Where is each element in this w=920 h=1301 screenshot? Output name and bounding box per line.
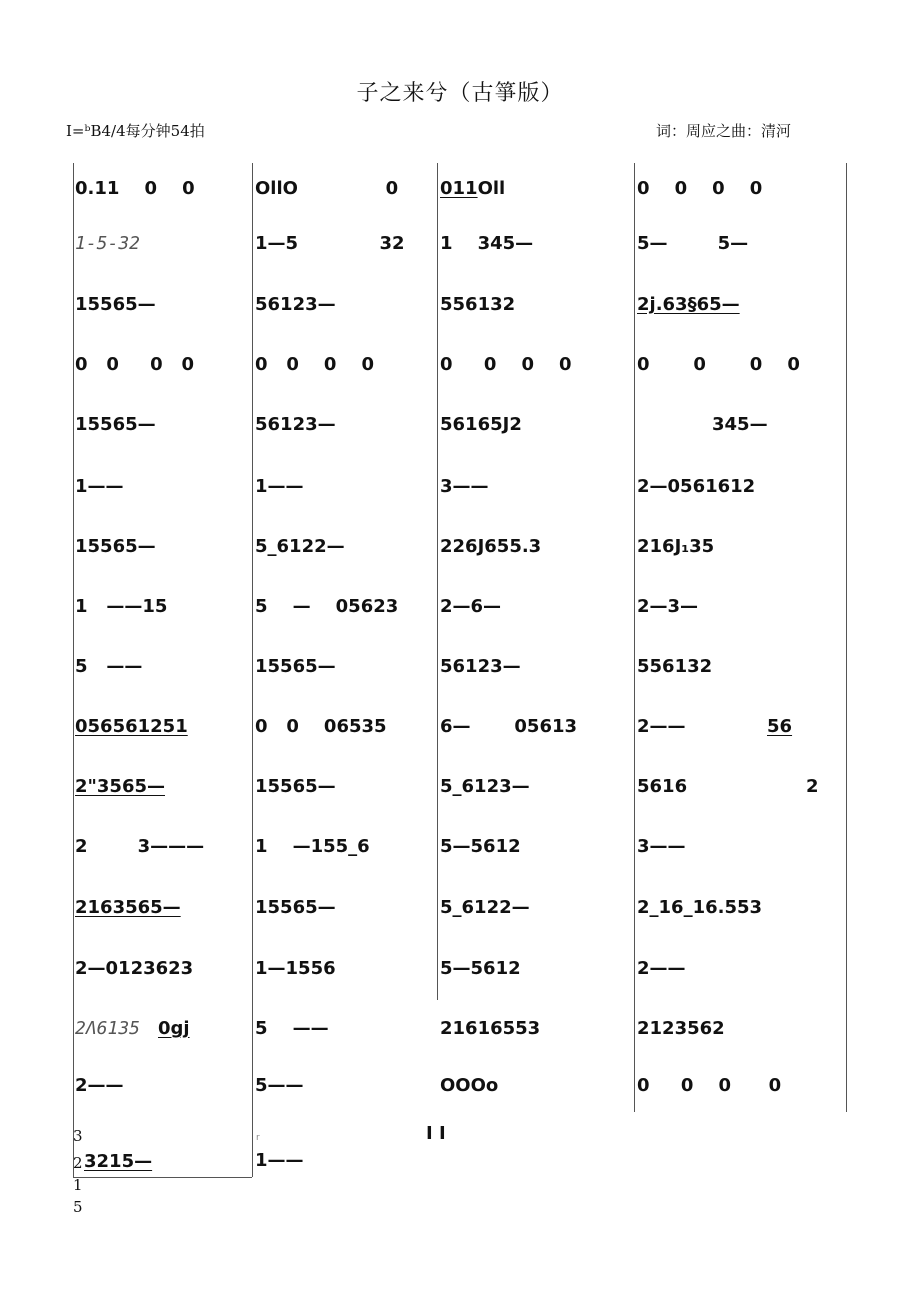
notation-cell: 056561251	[75, 716, 188, 737]
notation-cell: 2j.63§65—	[637, 294, 740, 315]
notation-cell: 3——	[637, 836, 686, 857]
box-bottom-line	[73, 1177, 252, 1178]
notation-cell: 3——	[440, 476, 489, 497]
barline-col4	[634, 163, 635, 1112]
notation-cell: 15565—	[75, 414, 156, 435]
notation-cell: 2——	[637, 716, 686, 737]
notation-cell: 1-5-32	[75, 233, 141, 254]
footer-line: 3215—	[84, 1151, 153, 1172]
barline-right	[846, 163, 847, 1112]
notation-cell: 2	[806, 776, 819, 797]
notation-cell: 0 0 0 0	[75, 354, 195, 375]
notation-cell: OllO 0	[255, 178, 399, 199]
notation-cell	[440, 178, 505, 200]
notation-cell: 216J₁35	[637, 536, 715, 557]
barline-col3	[437, 163, 438, 1000]
notation-cell: 345—	[712, 414, 768, 435]
notation-cell: OOOo	[440, 1075, 499, 1096]
score-title: 子之来兮（古箏版）	[356, 81, 564, 106]
notation-cell: 5—5612	[440, 836, 521, 857]
tempo-marking: I=ᵇB4/4每分钟54拍	[66, 122, 205, 140]
notation-cell: 5——	[255, 1075, 304, 1096]
notation-cell: 0 0 0 0	[440, 354, 572, 375]
notation-cell: 0 0 0 0	[637, 178, 763, 199]
footer-mark: r	[256, 1133, 260, 1143]
notation-cell: 56165J2	[440, 414, 522, 435]
notation-cell: 1——	[255, 476, 304, 497]
notation-cell: 6— 05613	[440, 716, 578, 737]
footer-num-5: 5	[73, 1198, 83, 1216]
notation-cell: 0gj	[158, 1018, 190, 1039]
notation-cell: 0 0 0 0	[637, 354, 800, 375]
notation-cell: 5_6122—	[255, 536, 345, 557]
notation-fragment: 011	[440, 178, 478, 199]
notation-cell: 2_16_16.553	[637, 897, 763, 918]
notation-fragment: Oll	[477, 178, 506, 199]
notation-cell: 1 —155_6	[255, 836, 370, 857]
notation-cell: 0.11 0 0	[75, 178, 195, 199]
notation-cell: 5—5612	[440, 958, 521, 979]
notation-cell: 15565—	[75, 536, 156, 557]
notation-cell: 2——	[637, 958, 686, 979]
notation-cell: 2—0561612	[637, 476, 756, 497]
footer-num-1: 1	[73, 1176, 83, 1194]
notation-cell: 5— 5—	[637, 233, 749, 254]
footer-num-2: 2	[73, 1154, 83, 1172]
notation-cell: 2Λ6135	[75, 1018, 141, 1039]
footer-num-3: 3	[73, 1127, 83, 1145]
notation-cell: 21616553	[440, 1018, 541, 1039]
notation-cell: 226J655.3	[440, 536, 542, 557]
notation-cell: 5_6123—	[440, 776, 530, 797]
notation-cell: 2—0123623	[75, 958, 194, 979]
notation-cell: 5_6122—	[440, 897, 530, 918]
notation-cell: 15565—	[255, 656, 336, 677]
notation-cell: 56123—	[255, 414, 336, 435]
notation-cell: 1—1556	[255, 958, 336, 979]
notation-cell: 56123—	[255, 294, 336, 315]
notation-cell: 15565—	[255, 897, 336, 918]
notation-cell: 5616	[637, 776, 688, 797]
notation-cell: 2"3565—	[75, 776, 165, 797]
notation-cell: 2163565—	[75, 897, 181, 918]
barline-left	[73, 163, 74, 1177]
notation-cell: 0 0 0 0	[637, 1075, 782, 1096]
notation-cell: 5 ——	[255, 1018, 329, 1039]
notation-cell: 0 0 06535	[255, 716, 387, 737]
notation-cell: 1——	[75, 476, 124, 497]
end-barline: I I	[426, 1123, 446, 1144]
notation-cell: 5 ——	[75, 656, 143, 677]
notation-cell: 0 0 0 0	[255, 354, 375, 375]
notation-cell: 1—5 32	[255, 233, 405, 254]
notation-cell: 1 ——15	[75, 596, 168, 617]
notation-cell: 15565—	[255, 776, 336, 797]
credits: 词：周应之曲：清河	[656, 122, 792, 140]
barline-col2	[252, 163, 253, 1177]
notation-cell: 2——	[75, 1075, 124, 1096]
notation-cell: 556132	[440, 294, 516, 315]
notation-cell: 5 — 05623	[255, 596, 399, 617]
notation-cell: 56	[767, 716, 793, 737]
notation-cell: 15565—	[75, 294, 156, 315]
footer-col2-end: 1——	[255, 1150, 304, 1171]
notation-cell: 2—6—	[440, 596, 502, 617]
notation-cell: 2—3—	[637, 596, 699, 617]
notation-cell: 2123562	[637, 1018, 725, 1039]
notation-cell: 556132	[637, 656, 713, 677]
notation-cell: 1 345—	[440, 233, 534, 254]
notation-cell: 2 3———	[75, 836, 205, 857]
notation-cell: 56123—	[440, 656, 521, 677]
